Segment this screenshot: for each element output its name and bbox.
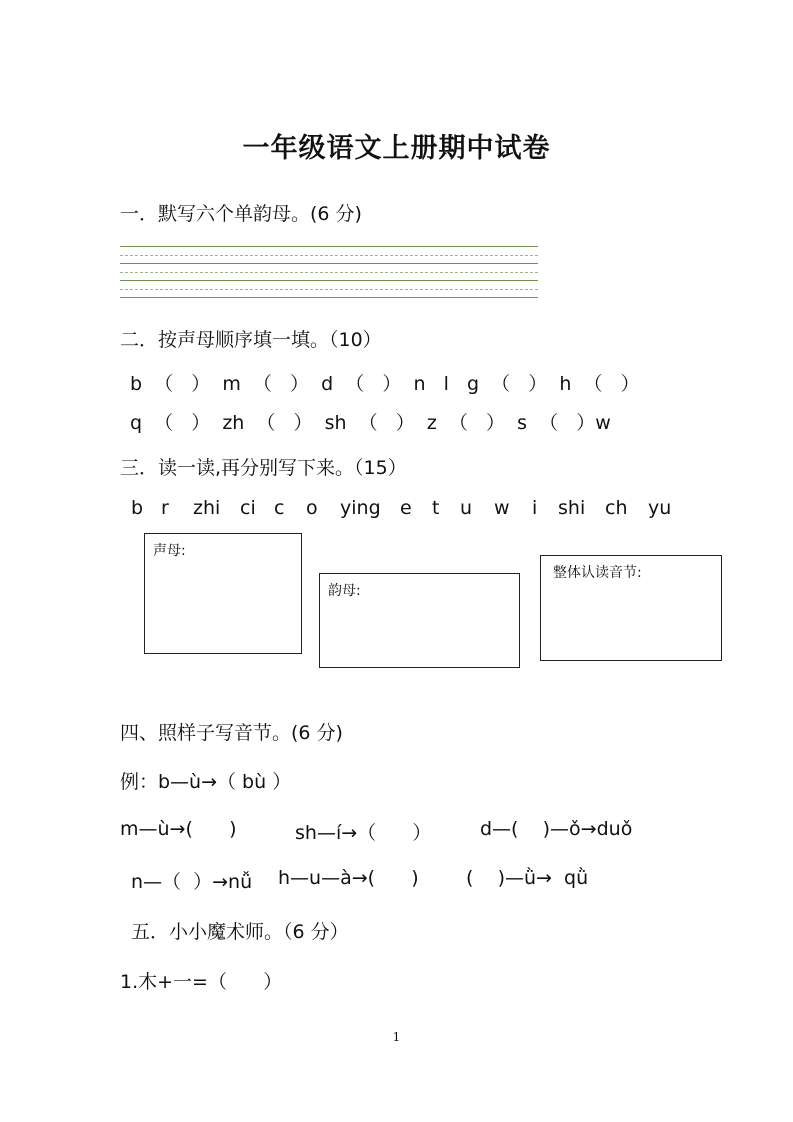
pinyin-letter: ch [605,497,628,519]
yunmu-box-label: 韵母: [328,583,361,599]
pinyin-letter: shi [558,497,586,519]
syllable-item[interactable]: m—ù→( ) [120,818,237,840]
syllable-example: 例：b—ù→（ bù ） [120,771,292,793]
consonant-order-row-1[interactable]: b （ ） m （ ） d （ ） n l g （ ） h （ ） [130,373,640,395]
pinyin-letter: b [131,497,144,519]
syllable-item[interactable]: h—u—à→( ) [278,867,419,889]
pinyin-letter: u [460,497,473,519]
zhengti-box-label: 整体认读音节: [553,565,642,581]
writing-lines[interactable] [120,246,538,298]
pinyin-letter: w [494,497,510,519]
zhengti-answer-box[interactable] [540,555,722,661]
page-number: 1 [392,1030,401,1044]
shengmu-answer-box[interactable] [144,533,302,654]
section-3-heading: 三．读一读,再分别写下来。（15） [120,457,407,479]
pinyin-letter: e [400,497,412,519]
pinyin-letter: zhi [193,497,221,519]
syllable-item[interactable]: n—（ ）→nǚ [131,871,253,893]
section-5-heading: 五．小小魔术师。（6 分） [131,921,349,943]
consonant-order-row-2[interactable]: q （ ） zh （ ） sh （ ） z （ ） s （ ）w [130,412,611,434]
syllable-item[interactable]: sh—í→（ ） [295,822,432,844]
pinyin-letter: o [306,497,318,519]
section-2-heading: 二．按声母顺序填一填。（10） [120,329,382,351]
yunmu-answer-box[interactable] [319,573,520,668]
shengmu-box-label: 声母: [153,543,186,559]
section-1-heading: 一．默写六个单韵母。(6 分) [120,203,362,225]
pinyin-letter: i [532,497,538,519]
pinyin-letter: r [161,497,169,519]
pinyin-letter: yu [648,497,672,519]
pinyin-letter: c [274,497,285,519]
magic-question-1[interactable]: 1.木+一=（ ） [120,971,283,993]
pinyin-letter: t [432,497,440,519]
page-title: 一年级语文上册期中试卷 [242,133,551,164]
syllable-item[interactable]: ( )—ǜ→ qǜ [466,867,589,889]
syllable-item[interactable]: d—( )—ǒ→duǒ [480,818,633,840]
section-4-heading: 四、照样子写音节。(6 分) [120,722,343,744]
pinyin-letter: ying [340,497,381,519]
pinyin-letter: ci [240,497,256,519]
